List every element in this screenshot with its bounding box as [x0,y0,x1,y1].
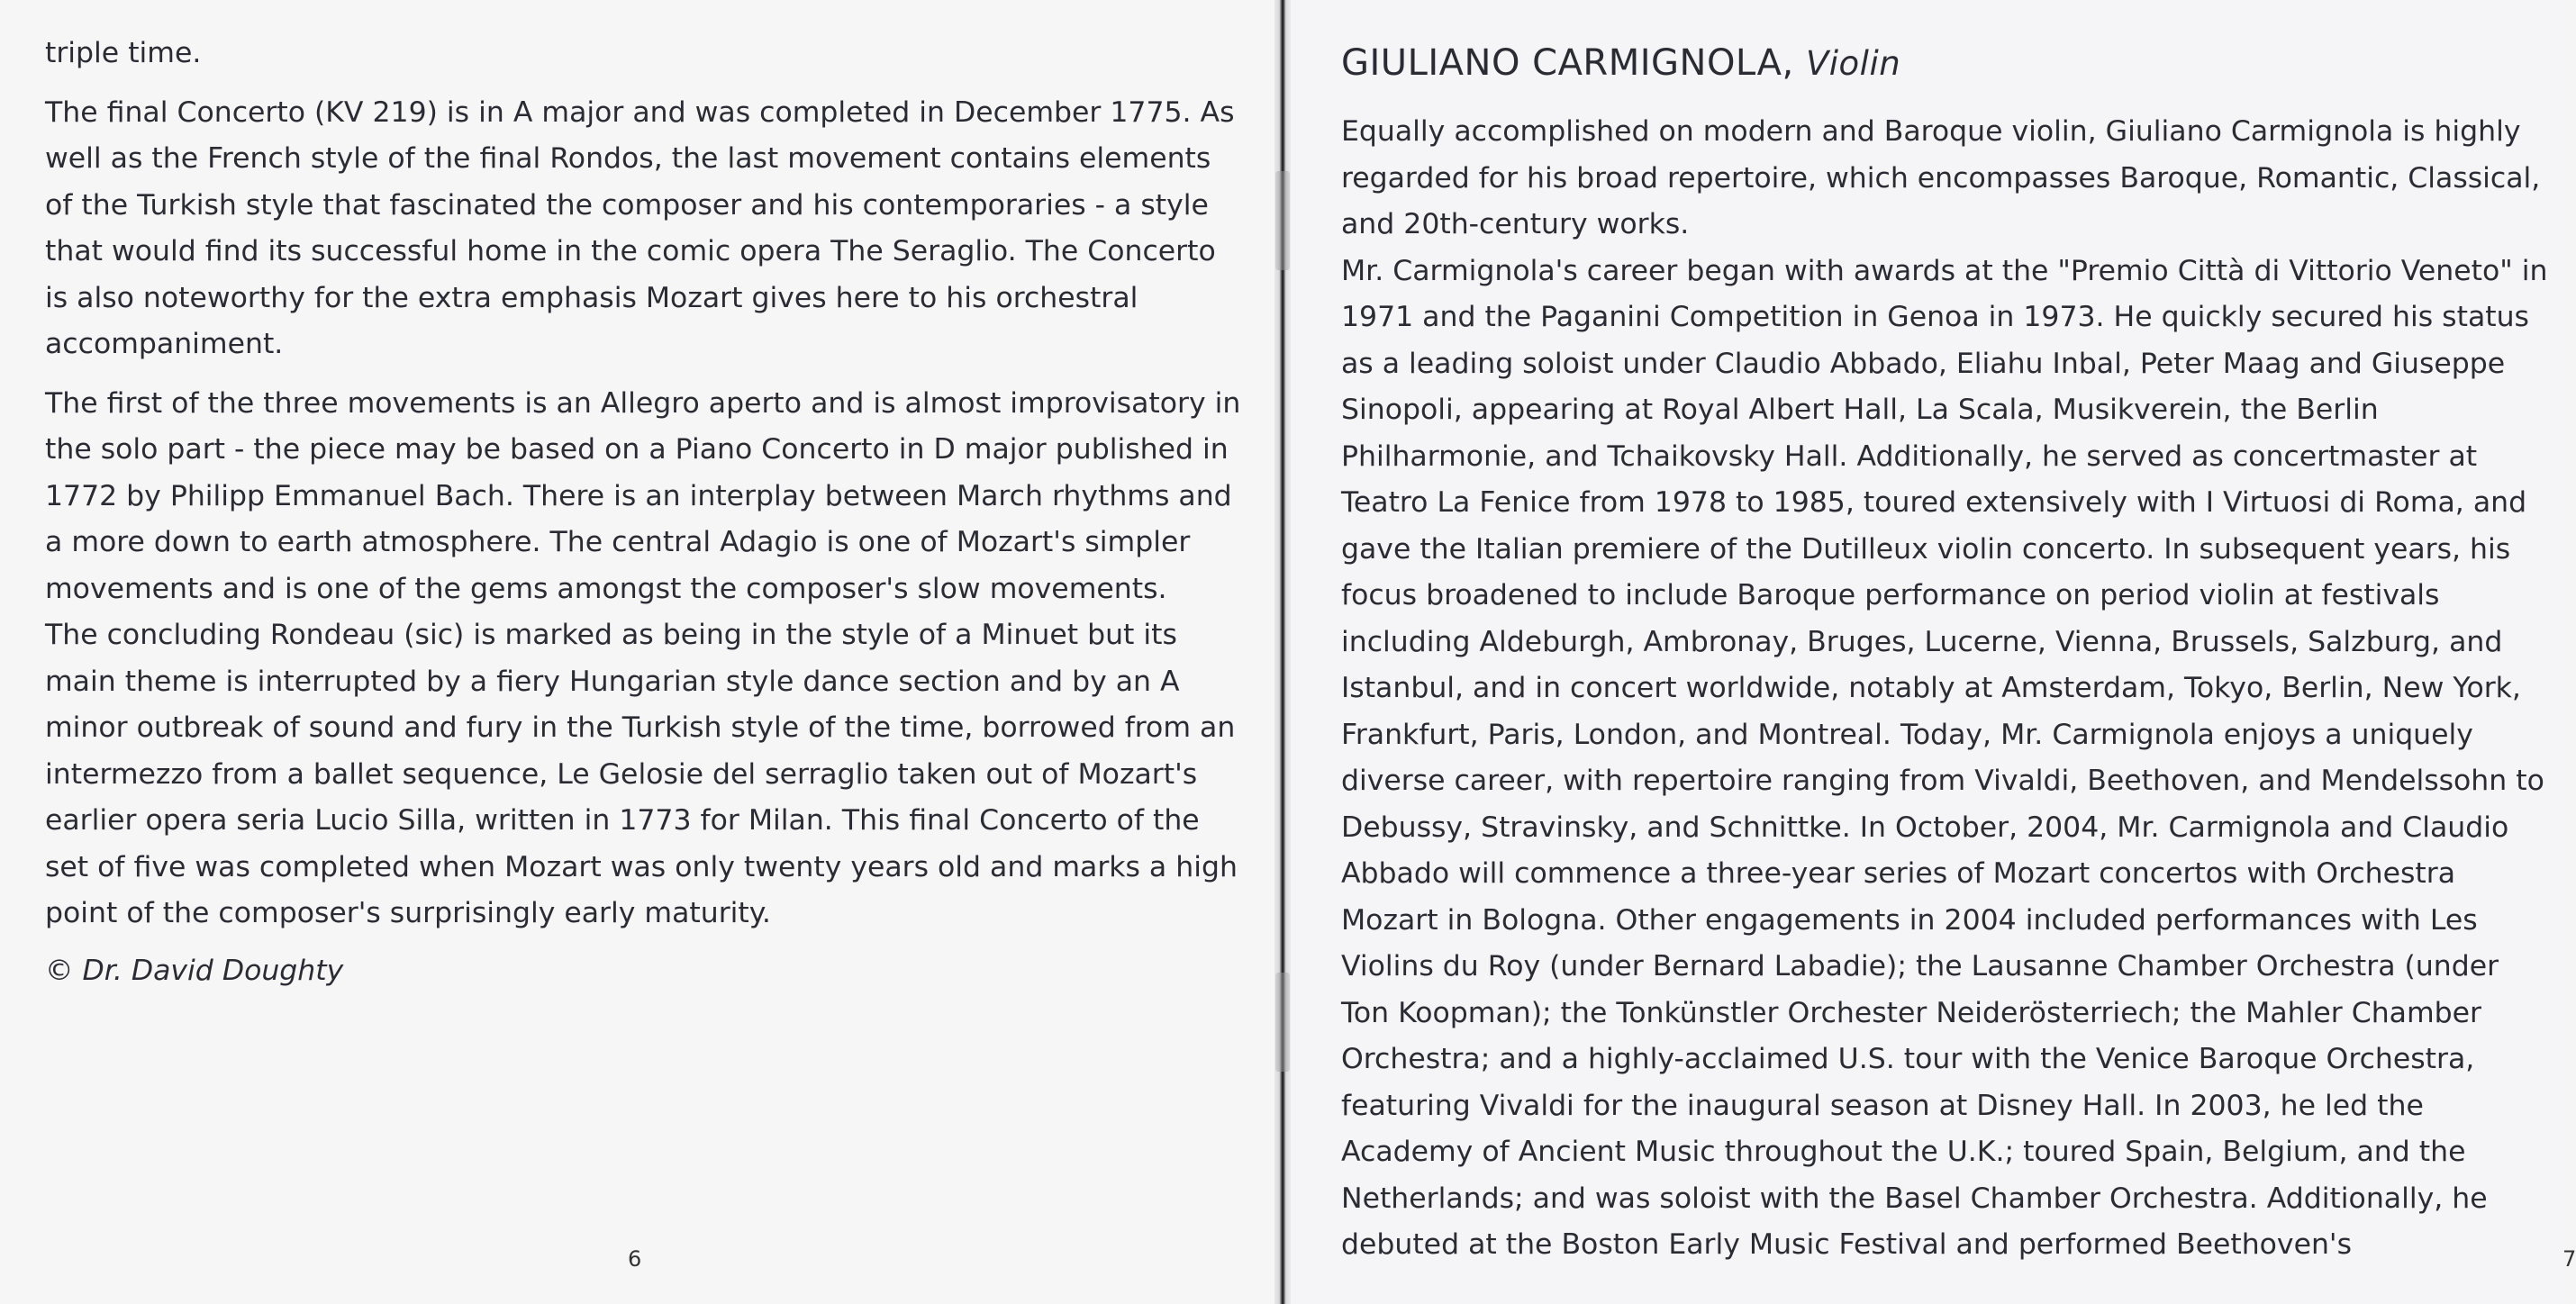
artist-name: GIULIANO CARMIGNOLA, [1341,42,1794,84]
staple-bottom [1275,973,1290,1072]
paragraph-career: Mr. Carmignola's career began with awards at the "Premio Città di Vittorio Veneto" in 1971 and the Paganini Competition in Genoa in 1973. He quickly secured his status as a leading soloist under Claudio Abbado, Eliahu Inbal, Peter Maag and Giuseppe Sinopoli, appearing at Royal Albert Hall, La Scala, Musikverein, the Berlin Philharmonie, and Tchaikovsky Hall. Additionally, he served as concertmaster at Teatro La Fenice from 1978 to 1985, toured extensively with I Virtuosi di Roma, and gave the Italian premiere of the Dutilleux violin concerto. In subsequent years, his focus broadened to include Baroque performance on period violin at festivals including Aldeburgh, Ambronay, Bruges, Lucerne, Vienna, Brussels, Salzburg, and Istanbul, and in concert worldwide, notably at Amsterdam, Tokyo, Berlin, New York, Frankfurt, Paris, London, and Montreal. Today, Mr. Carmignola enjoys a uniquely diverse career, with repertoire ranging from Vivaldi, Beethoven, and Mendelssohn to Debussy, Stravinsky, and Schnittke. In October, 2004, Mr. Carmignola and Claudio Abbado will commence a three-year series of Mozart concertos with Orchestra Mozart in Bologna. Other engagements in 2004 included performances with Les Violins du Roy (under Bernard Labadie); the Lausanne Chamber Orchestra (under Ton Koopman); the Tonkünstler Orchester Neiderösterriech; the Mahler Chamber Orchestra; and a highly-acclaimed U.S. tour with the Venice Baroque Orchestra, featuring Vivaldi for the inaugural season at Disney Hall. In 2003, he led the Academy of Ancient Music throughout the U.K.; toured Spain, Belgium, and the Netherlands; and was soloist with the Basel Chamber Orchestra. Additionally, he debuted at the Boston Early Music Festival and performed Beethoven's [1341,254,2548,1261]
author-credit: © Dr. David Doughty [45,954,344,987]
paragraph-rondeau: The concluding Rondeau (sic) is marked as being in the style of a Minuet but its main theme is interrupted by a fiery Hungarian style dance section and by an A minor outbreak of sound and fury in the Turkish style of the time, borrowed from an intermezzo from a ballet sequence, Le Gelosie del serraglio taken out of Mozart's earlier opera seria Lucio Silla, written in 1773 for Milan. This final Concerto of the set of five was completed when Mozart was only twenty years old and marks a high point of the composer's surprisingly early maturity. [45,619,1238,929]
page-number-right: 7 [2562,1246,2576,1272]
paragraph-movements: The first of the three movements is an Allegro aperto and is almost improvisatory in the solo part - the piece may be based on a Piano Concerto in D major published in 1772 by Philipp Emmanuel Bach. There is an interplay between March rhythms and a more down to earth atmosphere. The central Adagio is one of Mozart's simpler movements and is one of the gems amongst the composer's slow movements. [45,386,1241,605]
staple-top [1275,171,1290,270]
left-page-text [45,31,1243,994]
right-page-text [1341,36,2548,1269]
right-page [1291,0,2576,1304]
artist-heading [1341,36,2548,91]
paragraph-continuation: triple time. [45,37,202,69]
artist-role: Violin [1805,44,1901,83]
paragraph-intro: Equally accomplished on modern and Baroque violin, Giuliano Carmignola is highly regarded for his broad repertoire, which encompasses Baroque, Romantic, Classical, and 20th-century works. [1341,115,2541,240]
left-page [0,0,1274,1304]
paragraph-final-concerto: The final Concerto (KV 219) is in A major and was completed in December 1775. As well as the French style of the final Rondos, the last movement contains elements of the Turkish style that fascinated the composer and his contemporaries - a style that would find its successful home in the comic opera The Seraglio. The Concerto is also noteworthy for the extra emphasis Mozart gives here to his orchestral accompaniment. [45,95,1235,360]
page-number-left: 6 [628,1246,642,1272]
